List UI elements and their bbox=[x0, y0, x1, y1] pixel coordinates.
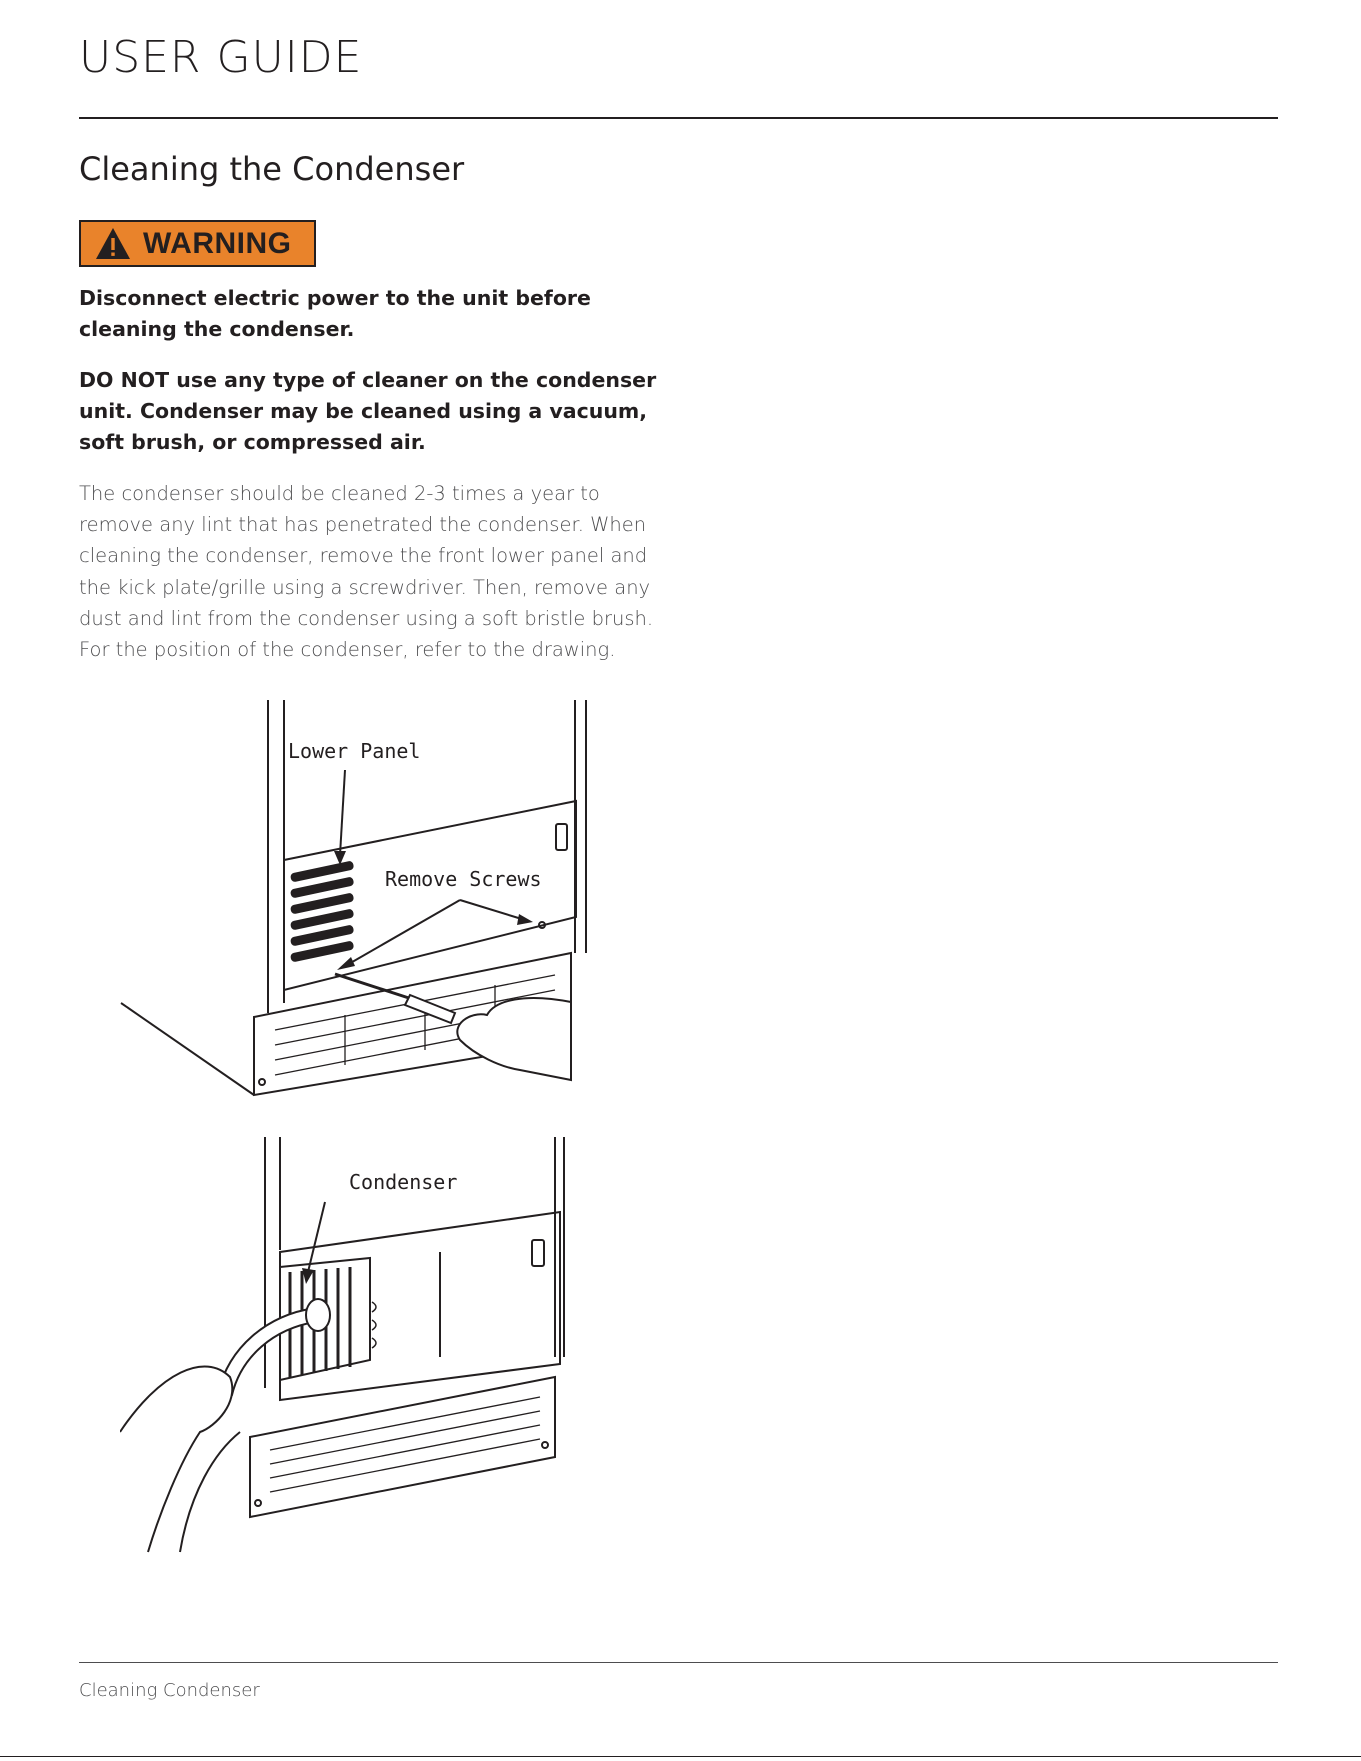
warning-text-power: Disconnect electric power to the unit before cleaning the condenser. bbox=[79, 286, 591, 341]
label-remove-screws: Remove Screws bbox=[385, 867, 542, 891]
label-lower-panel: Lower Panel bbox=[288, 739, 421, 763]
condenser-illustration bbox=[120, 1132, 590, 1557]
label-condenser: Condenser bbox=[349, 1170, 458, 1194]
body-paragraph: The condenser should be cleaned 2-3 times a year to remove any lint that has penetrated the condenser. When cleaning the condenser, remove the front lower panel and the kick plate/grille using a screwdriver. Then, remove any dust and lint from the condenser using a soft bristle brush. For the position of the condenser, refer to the drawing. bbox=[79, 482, 654, 662]
warning-triangle-icon bbox=[95, 227, 131, 260]
footer-divider bbox=[79, 1662, 1278, 1663]
warning-label: WARNING bbox=[143, 226, 292, 260]
condenser-drawing bbox=[120, 1132, 590, 1557]
page-header-title: USER GUIDE bbox=[79, 32, 363, 83]
page-edge-line bbox=[0, 1756, 1361, 1757]
header-divider bbox=[79, 117, 1278, 119]
warning-text-cleaner: DO NOT use any type of cleaner on the condenser unit. Condenser may be cleaned using a vacuum, soft brush, or compressed air. bbox=[79, 368, 657, 454]
lower-panel-illustration bbox=[115, 695, 595, 1100]
section-title: Cleaning the Condenser bbox=[79, 150, 465, 188]
warning-badge bbox=[79, 220, 316, 267]
footer-section-name: Cleaning Condenser bbox=[79, 1680, 260, 1701]
